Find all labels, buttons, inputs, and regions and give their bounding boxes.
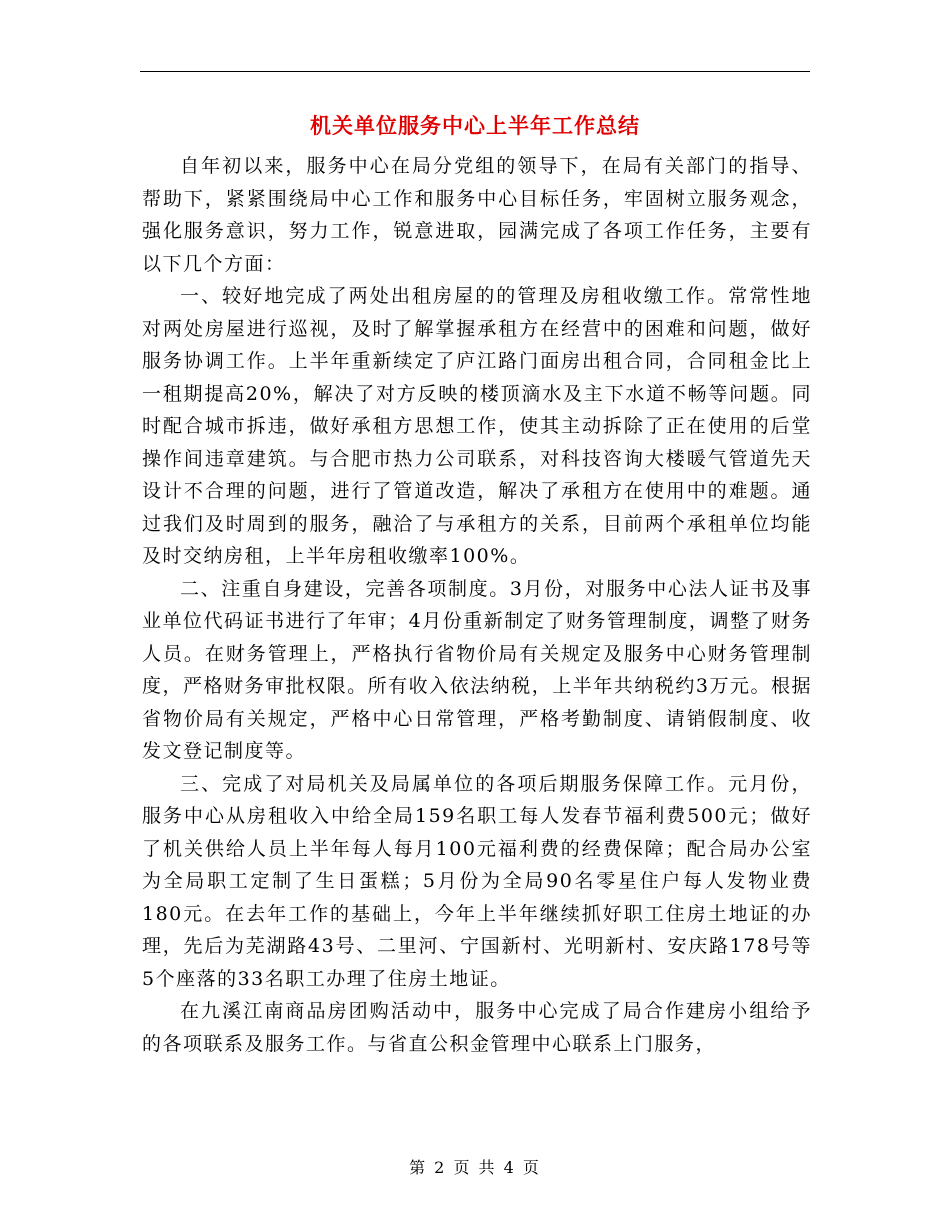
paragraph-intro: 自年初以来，服务中心在局分党组的领导下，在局有关部门的指导、帮助下，紧紧围绕局中心工作和服务中心目标任务，牢固树立服务观念，强化服务意识，努力工作，锐意进取，园满完成了各项工作任务，主要有以下几个方面： bbox=[142, 155, 812, 275]
page-number-footer: 第 2 页 共 4 页 bbox=[409, 1158, 541, 1177]
paragraph-section-3: 三、完成了对局机关及局属单位的各项后期服务保障工作。元月份，服务中心从房租收入中给全局159名职工每人发春节福利费500元；做好了机关供给人员上半年每人每月100元福利费的经费保障；配合局办公室为全局职工定制了生日蛋糕；5月份为全局90名零星住户每人发物业费180元。在去年工作的基础上，今年上半年继续抓好职工住房土地证的办理，先后为芜湖路43号、二里河、宁国新村、光明新村、安庆路178号等5个座落的33名职工办理了住房土地证。 bbox=[142, 772, 812, 990]
paragraph-section-1: 一、较好地完成了两处出租房屋的的管理及房租收缴工作。常常性地对两处房屋进行巡视，及时了解掌握承租方在经营中的困难和问题，做好服务协调工作。上半年重新续定了庐江路门面房出租合同，合同租金比上一租期提高20%，解决了对方反映的楼顶滴水及主下水道不畅等问题。同时配合城市拆违，做好承租方思想工作，使其主动拆除了正在使用的后堂操作间违章建筑。与合肥市热力公司联系，对科技咨询大楼暖气管道先天设计不合理的问题，进行了管道改造，解决了承租方在使用中的难题。通过我们及时周到的服务，融洽了与承租方的关系，目前两个承租单位均能及时交纳房租，上半年房租收缴率100%。 bbox=[142, 285, 812, 567]
document-title: 机关单位服务中心上半年工作总结 bbox=[310, 113, 640, 138]
document-body bbox=[142, 150, 812, 1060]
header-rule bbox=[140, 71, 810, 72]
paragraph-section-4: 在九溪江南商品房团购活动中，服务中心完成了局合作建房小组给予的各项联系及服务工作。与省直公积金管理中心联系上门服务， bbox=[142, 1000, 812, 1055]
paragraph-section-2: 二、注重自身建设，完善各项制度。3月份，对服务中心法人证书及事业单位代码证书进行了年审；4月份重新制定了财务管理制度，调整了财务人员。在财务管理上，严格执行省物价局有关规定及服务中心财务管理制度，严格财务审批权限。所有收入依法纳税，上半年共纳税约3万元。根据省物价局有关规定，严格中心日常管理，严格考勤制度、请销假制度、收发文登记制度等。 bbox=[142, 577, 812, 762]
